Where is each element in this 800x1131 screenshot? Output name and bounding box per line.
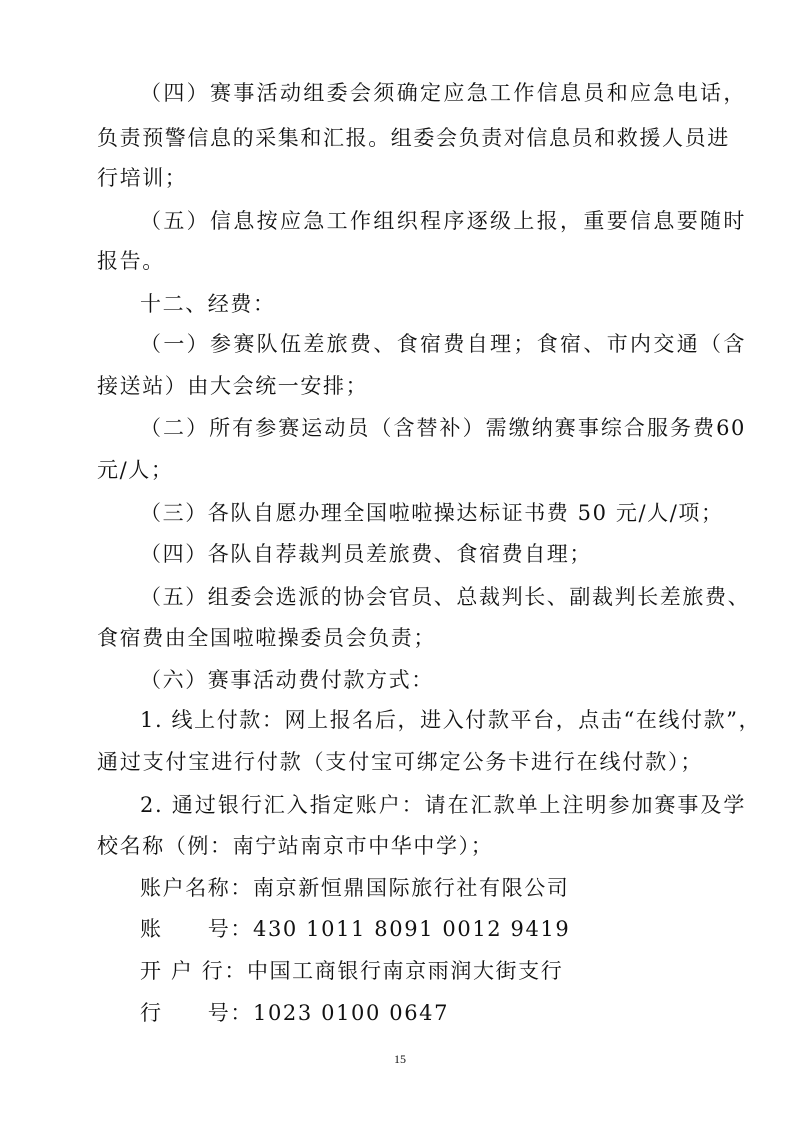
account-name-line: 账户名称：南京新恒鼎国际旅行社有限公司 xyxy=(140,876,570,900)
paragraph-line: 1. 线上付款：网上报名后，进入付款平台，点击“在线付款”， xyxy=(140,708,762,732)
paragraph-line: 元/人； xyxy=(97,458,174,482)
paragraph-line: 行培训； xyxy=(97,166,188,190)
paragraph-line: （一）参赛队伍差旅费、食宿费自理；食宿、市内交通（含 xyxy=(140,332,746,356)
paragraph-line: （五）组委会选派的协会官员、总裁判长、副裁判长差旅费、 xyxy=(140,585,751,609)
paragraph-line: 校名称（例：南宁站南京市中华中学）； xyxy=(97,834,494,858)
section-heading: 十二、经费： xyxy=(140,292,276,316)
paragraph-line: 报告。 xyxy=(97,249,165,273)
paragraph-line: （二）所有参赛运动员（含替补）需缴纳赛事综合服务费60 xyxy=(140,416,746,440)
bank-code-line: 行 号：1023 0100 0647 xyxy=(140,1001,450,1025)
paragraph-line: （三）各队自愿办理全国啦啦操达标证书费 50 元/人/项； xyxy=(140,501,724,525)
paragraph-line: （四）各队自荐裁判员差旅费、食宿费自理； xyxy=(140,542,592,566)
account-number-line: 账 号：430 1011 8091 0012 9419 xyxy=(140,917,571,941)
paragraph-line: 食宿费由全国啦啦操委员会负责； xyxy=(97,626,436,650)
paragraph-line: 2. 通过银行汇入指定账户：请在汇款单上注明参加赛事及学 xyxy=(140,793,746,817)
paragraph-line: 接送站）由大会统一安排； xyxy=(97,374,369,398)
paragraph-line: 负责预警信息的采集和汇报。组委会负责对信息员和救援人员进 xyxy=(97,126,730,150)
paragraph-line: （五）信息按应急工作组织程序逐级上报，重要信息要随时 xyxy=(140,209,746,233)
page-number: 15 xyxy=(394,1052,406,1066)
paragraph-line: 通过支付宝进行付款（支付宝可绑定公务卡进行在线付款）； xyxy=(97,750,703,774)
paragraph-line: （四）赛事活动组委会须确定应急工作信息员和应急电话， xyxy=(140,81,746,105)
bank-branch-line: 开 户 行：中国工商银行南京雨润大街支行 xyxy=(140,959,564,983)
paragraph-line: （六）赛事活动费付款方式： xyxy=(140,668,434,692)
